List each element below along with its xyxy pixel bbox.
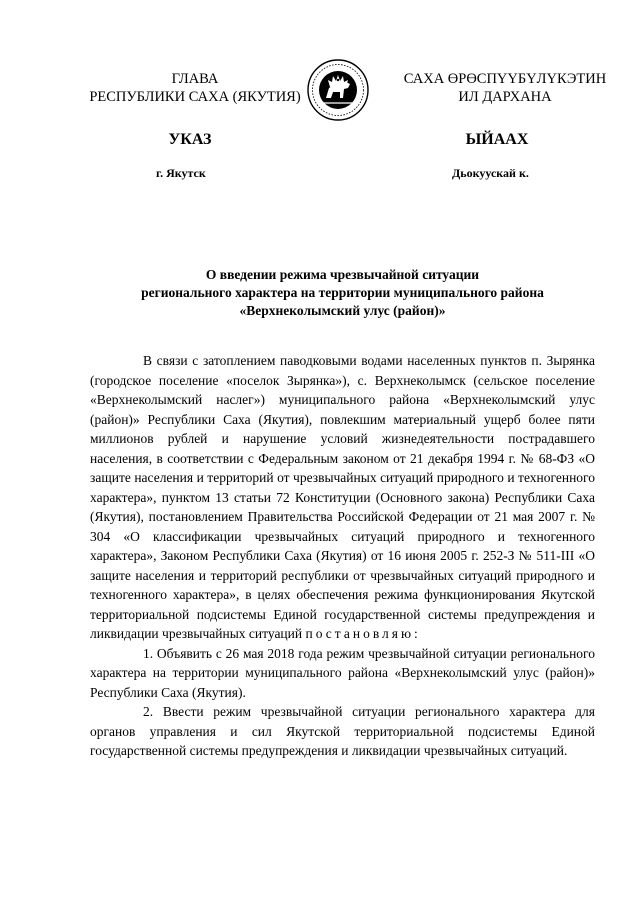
title-line-3: «Верхнеколымский улус (район)» xyxy=(239,303,446,318)
document-body xyxy=(90,351,595,761)
issuer-right-line2: ИЛ ДАРХАНА xyxy=(458,89,552,105)
issuer-right xyxy=(395,70,615,106)
preamble-text: В связи с затоплением паводковыми водами населенных пунктов п. Зырянка (городское поселение «поселок Зырянка»), с. Верхнеколымск (сельское поселение «Верхнеколымский наслег») муниципального района «Верхнеколымский улус (район)» Республики Саха (Якутия), повлекшим материальный ущерб более пяти миллионов рублей и нарушение условий жизнедеятельности пострадавшего населения, в соответствии с Федеральным законом от 21 декабря 1994 г. № 68-ФЗ «О защите населения и территорий от чрезвычайных ситуаций природного и техногенного характера», пунктом 13 статьи 72 Конституции (Основного закона) Республики Саха (Якутия), постановлением Правительства Российской Федерации от 21 мая 2007 г. № 304 «О классификации чрезвычайных ситуаций природного и техногенного характера», Законом Республики Саха (Якутия) от 16 июня 2005 г. 252-З № 511-III «О защите населения и территорий республики от чрезвычайных ситуаций природного и техногенного характера», в целях обеспечения режима функционирования Якутской территориальной подсистемы Единой государственной системы предупреждения и ликвидации чрезвычайных ситуаций xyxy=(90,353,595,641)
decree-type-yakut: ЫЙААХ xyxy=(465,131,529,148)
issuer-right-line1: САХА ӨРӨСПҮҮБҮЛҮКЭТИН xyxy=(403,71,607,87)
issuer-left-line1: ГЛАВА xyxy=(171,71,219,87)
issuer-left xyxy=(80,70,310,106)
title-line-1: О введении режима чрезвычайной ситуации xyxy=(205,267,480,282)
title-line-2: регионального характера на территории муниципального района xyxy=(141,285,544,300)
issuer-left-line2: РЕСПУБЛИКИ САХА (ЯКУТИЯ) xyxy=(89,89,301,105)
decree-type-russian: УКАЗ xyxy=(168,131,212,148)
clause-2: 2. Ввести режим чрезвычайной ситуации регионального характера для органов управления и сил Якутской территориальной подсистемы Единой государственной системы предупреждения и ликвидации чрезвычайных ситуаций. xyxy=(90,704,595,758)
city-yakut: Дьокуускай к. xyxy=(452,166,529,180)
resolution-keyword: постановляю: xyxy=(305,626,421,641)
city-russian: г. Якутск xyxy=(156,166,206,180)
clause-1: 1. Объявить с 26 мая 2018 года режим чрезвычайной ситуации регионального характера на территории муниципального района «Верхнеколымский улус (район)» Республики Саха (Якутия). xyxy=(90,645,595,700)
preamble-paragraph xyxy=(90,351,595,644)
coat-of-arms-emblem xyxy=(306,58,370,122)
document-title xyxy=(90,266,595,320)
